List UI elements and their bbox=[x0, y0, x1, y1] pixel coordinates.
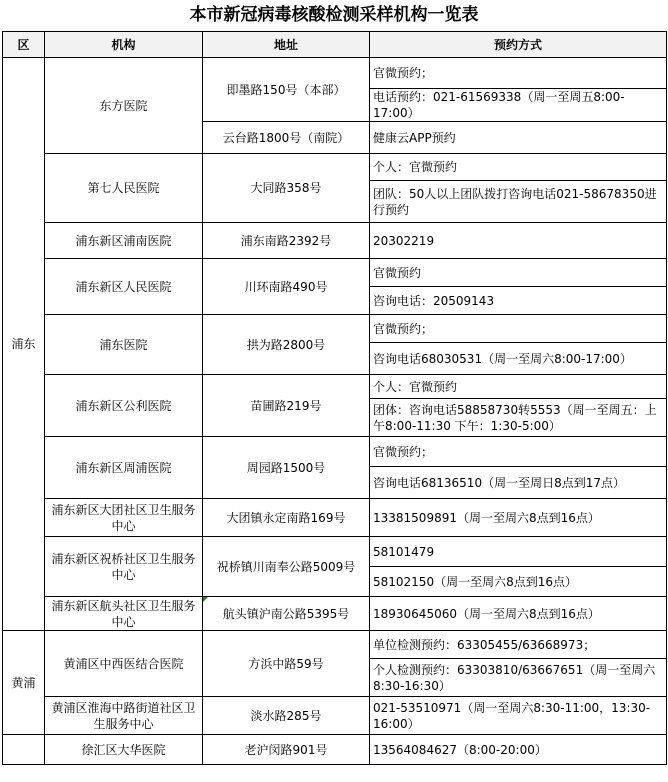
org-cell: 第七人民医院 bbox=[45, 154, 203, 223]
booking-cell: 13381509891（周一至周六8点到16点） bbox=[370, 499, 667, 537]
table-row bbox=[3, 375, 667, 399]
booking-cell: 健康云APP预约 bbox=[370, 122, 667, 154]
address-cell: 祝桥镇川南奉公路5009号 bbox=[203, 537, 370, 597]
org-cell: 浦东新区大团社区卫生服务中心 bbox=[45, 499, 203, 537]
booking-cell: 咨询电话：20509143 bbox=[370, 287, 667, 315]
org-cell: 浦东新区人民医院 bbox=[45, 259, 203, 315]
address-cell: 云台路1800号（南院） bbox=[203, 122, 370, 154]
address-cell: 拱为路2800号 bbox=[203, 315, 370, 375]
booking-cell: 个人：官微预约 bbox=[370, 154, 667, 181]
org-cell: 浦东新区浦南医院 bbox=[45, 223, 203, 259]
booking-cell: 021-53510971（周一至周六8:30-11:00，13:30-16:00） bbox=[370, 697, 667, 735]
booking-cell: 58101479 bbox=[370, 537, 667, 567]
header-row bbox=[3, 32, 667, 58]
district-cell: 黄浦 bbox=[3, 631, 45, 735]
header-booking: 预约方式 bbox=[370, 32, 667, 58]
booking-cell: 20302219 bbox=[370, 223, 667, 259]
table-row bbox=[3, 315, 667, 343]
address-cell: 浦东南路2392号 bbox=[203, 223, 370, 259]
address-cell: 航头镇沪南公路5395号 bbox=[203, 597, 370, 631]
table-row bbox=[3, 631, 667, 659]
booking-cell: 团体：咨询电话58858730转5553（周一至周五：上午8:00-11:30 下午：1:30-5:00） bbox=[370, 399, 667, 437]
org-cell: 东方医院 bbox=[45, 58, 203, 154]
booking-cell: 个人：官微预约 bbox=[370, 375, 667, 399]
org-cell: 浦东新区祝桥社区卫生服务中心 bbox=[45, 537, 203, 597]
table-row bbox=[3, 259, 667, 287]
org-cell: 浦东新区航头社区卫生服务中心 bbox=[45, 597, 203, 631]
table-row bbox=[3, 223, 667, 259]
org-cell: 浦东新区周浦医院 bbox=[45, 437, 203, 499]
booking-cell: 咨询电话68030531（周一至周六8:00-17:00） bbox=[370, 343, 667, 375]
table-row bbox=[3, 597, 667, 631]
booking-cell: 18930645060（周一至周六8点到16点） bbox=[370, 597, 667, 631]
address-cell: 周园路1500号 bbox=[203, 437, 370, 499]
district-cell bbox=[3, 735, 45, 765]
booking-cell: 官微预约 bbox=[370, 259, 667, 287]
booking-cell: 官微预约； bbox=[370, 315, 667, 343]
org-cell: 黄浦区中西医结合医院 bbox=[45, 631, 203, 697]
booking-cell: 电话预约：021-61569338（周一至周五8:00-17:00） bbox=[370, 89, 667, 122]
table-row bbox=[3, 735, 667, 765]
address-cell: 淡水路285号 bbox=[203, 697, 370, 735]
org-cell: 徐汇区大华医院 bbox=[45, 735, 203, 765]
table-row bbox=[3, 499, 667, 537]
table-row bbox=[3, 154, 667, 181]
address-cell: 大同路358号 bbox=[203, 154, 370, 223]
address-cell: 即墨路150号（本部） bbox=[203, 58, 370, 122]
header-org: 机构 bbox=[45, 32, 203, 58]
district-cell: 浦东 bbox=[3, 58, 45, 631]
org-cell: 浦东新区公利医院 bbox=[45, 375, 203, 437]
booking-cell: 官微预约； bbox=[370, 58, 667, 89]
address-cell: 苗圃路219号 bbox=[203, 375, 370, 437]
header-address: 地址 bbox=[203, 32, 370, 58]
booking-cell: 官微预约； bbox=[370, 437, 667, 467]
table-row bbox=[3, 437, 667, 467]
booking-cell: 58102150（周一至周六8点到16点） bbox=[370, 567, 667, 597]
address-cell: 川环南路490号 bbox=[203, 259, 370, 315]
table-row bbox=[3, 58, 667, 89]
header-district: 区 bbox=[3, 32, 45, 58]
booking-cell: 团队：50人以上团队拨打咨询电话021-58678350进行预约 bbox=[370, 181, 667, 223]
booking-cell: 个人检测预约：63303810/63667651（周一至周六8:30-16:30） bbox=[370, 659, 667, 697]
address-cell: 大团镇永定南路169号 bbox=[203, 499, 370, 537]
address-cell: 老沪闵路901号 bbox=[203, 735, 370, 765]
booking-cell: 单位检测预约：63305455/63668973； bbox=[370, 631, 667, 659]
booking-cell: 咨询电话68136510（周一至周日8点到17点） bbox=[370, 467, 667, 499]
table-row bbox=[3, 697, 667, 735]
org-cell: 黄浦区淮海中路街道社区卫生服务中心 bbox=[45, 697, 203, 735]
table-row bbox=[3, 537, 667, 567]
org-cell: 浦东医院 bbox=[45, 315, 203, 375]
sampling-institutions-table bbox=[2, 31, 667, 765]
address-cell: 方浜中路59号 bbox=[203, 631, 370, 697]
page-title: 本市新冠病毒核酸检测采样机构一览表 bbox=[189, 5, 479, 25]
booking-cell: 13564084627（8:00-20:00） bbox=[370, 735, 667, 765]
